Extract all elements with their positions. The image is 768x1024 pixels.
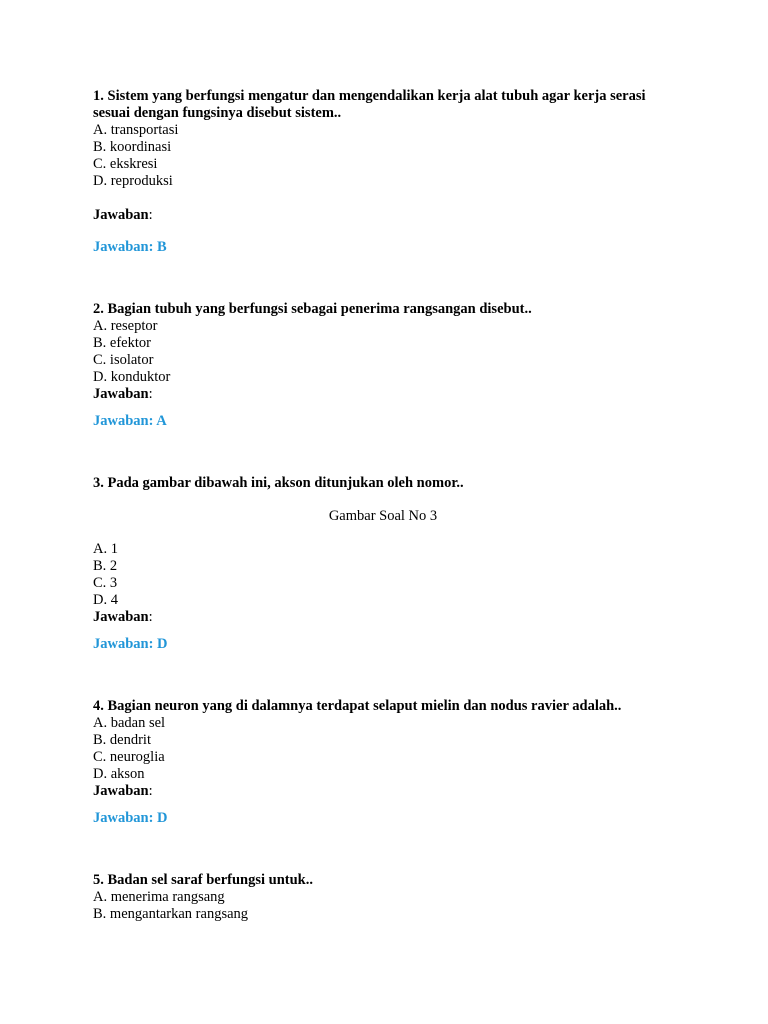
option: B. dendrit [93, 732, 151, 748]
figure-caption: Gambar Soal No 3 [328, 508, 438, 524]
option: D. 4 [93, 592, 118, 608]
option: C. ekskresi [93, 156, 158, 172]
jawaban-label: Jawaban: [93, 207, 153, 223]
options-list [93, 318, 693, 386]
option: D. reproduksi [93, 173, 173, 189]
question-3 [93, 475, 693, 653]
jawaban-label: Jawaban: [93, 386, 153, 402]
option: B. mengantarkan rangsang [93, 906, 249, 922]
option: A. 1 [93, 541, 118, 557]
jawaban-label: Jawaban: [93, 783, 153, 799]
option: B. efektor [93, 335, 151, 351]
option: B. koordinasi [93, 139, 172, 155]
question-text: 3. Pada gambar dibawah ini, akson ditunjukan oleh nomor.. [93, 475, 464, 491]
question-text: 1. Sistem yang berfungsi mengatur dan mengendalikan kerja alat tubuh agar kerja serasi sesuai dengan fungsinya disebut sistem.. [93, 88, 646, 121]
question-1 [93, 88, 693, 256]
question-4 [93, 698, 693, 827]
option: A. badan sel [93, 715, 166, 731]
question-2 [93, 301, 693, 430]
option: D. konduktor [93, 369, 171, 385]
question-text: 2. Bagian tubuh yang berfungsi sebagai penerima rangsangan disebut.. [93, 301, 532, 317]
option: C. 3 [93, 575, 118, 591]
answer: Jawaban: B [93, 239, 167, 255]
option: C. isolator [93, 352, 154, 368]
option: B. 2 [93, 558, 118, 574]
answer: Jawaban: A [93, 413, 167, 429]
question-text: 5. Badan sel saraf berfungsi untuk.. [93, 872, 313, 888]
options-list [93, 541, 693, 609]
jawaban-label: Jawaban: [93, 609, 153, 625]
options-list [93, 889, 693, 923]
options-list [93, 122, 693, 190]
question-5 [93, 872, 693, 923]
options-list [93, 715, 693, 783]
answer: Jawaban: D [93, 636, 168, 652]
option: D. akson [93, 766, 145, 782]
option: A. menerima rangsang [93, 889, 225, 905]
option: A. reseptor [93, 318, 158, 334]
answer: Jawaban: D [93, 810, 168, 826]
option: A. transportasi [93, 122, 179, 138]
option: C. neuroglia [93, 749, 165, 765]
question-text: 4. Bagian neuron yang di dalamnya terdapat selaput mielin dan nodus ravier adalah.. [93, 698, 622, 714]
document-page [93, 88, 693, 923]
